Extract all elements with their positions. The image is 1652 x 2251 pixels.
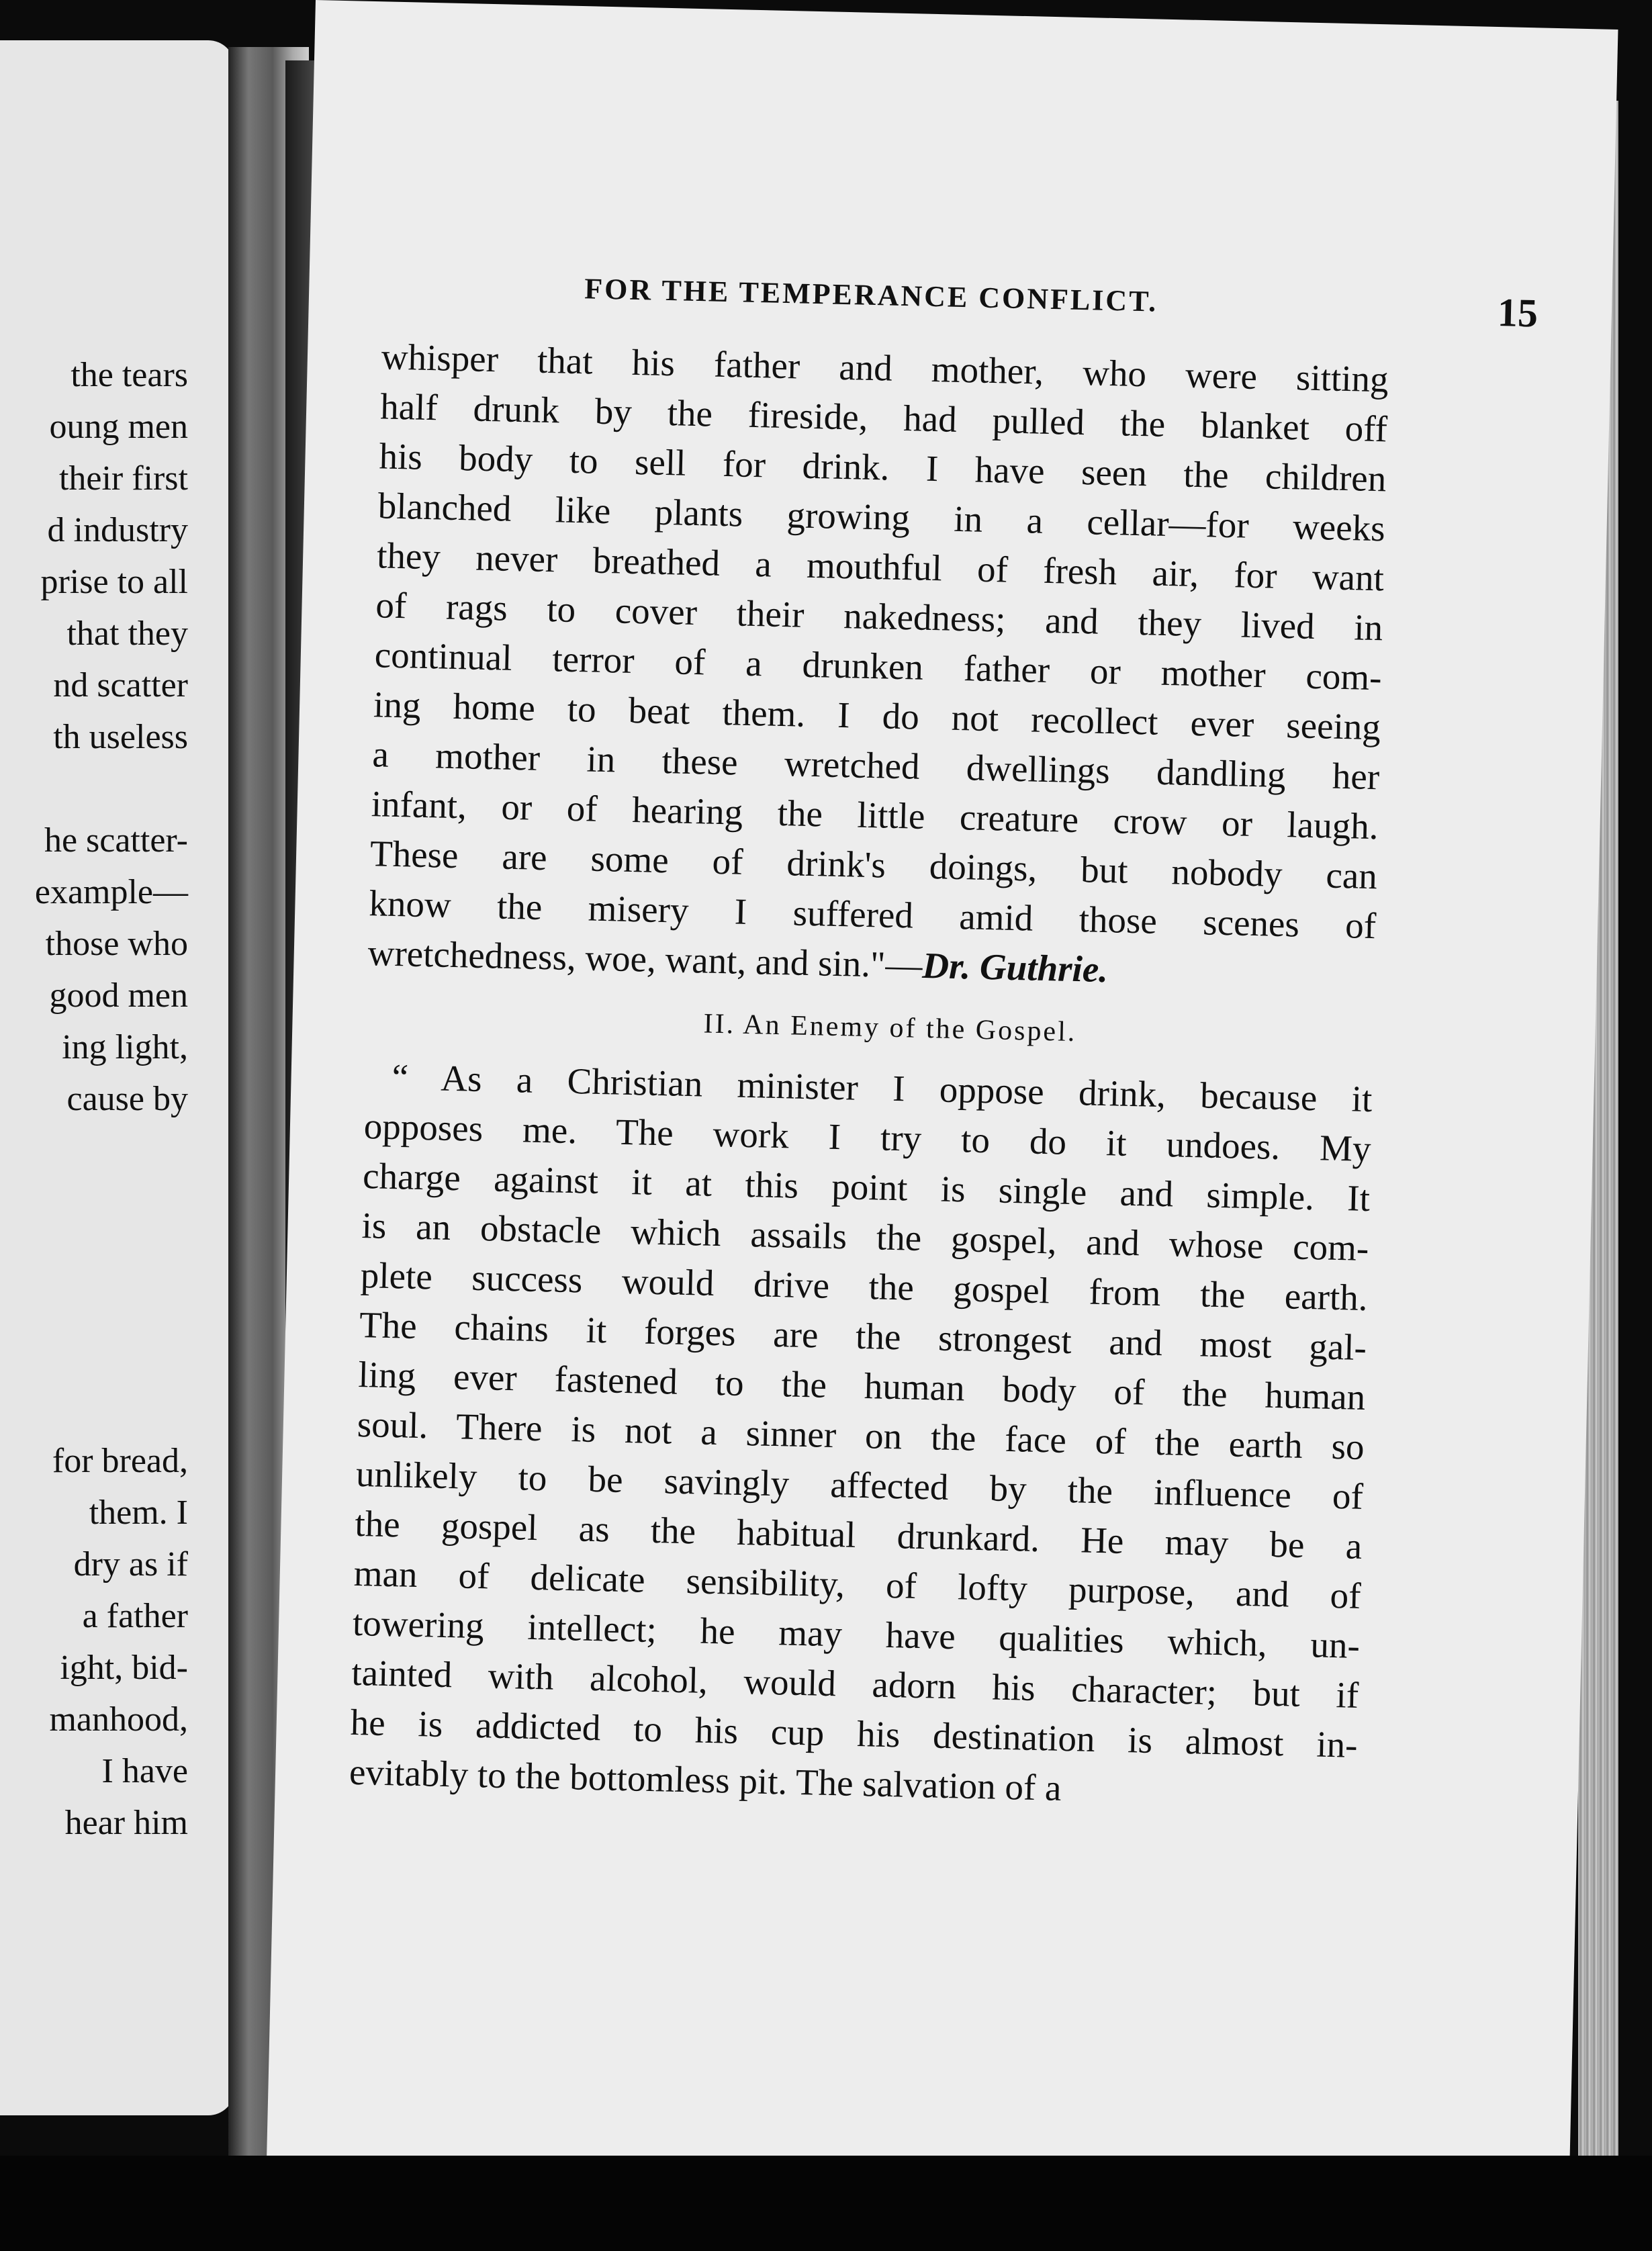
text-line: blanched like plants growing in a cellar—for weeks bbox=[377, 485, 1386, 549]
left-page-line bbox=[0, 1332, 188, 1383]
left-page-line: I have bbox=[101, 1752, 188, 1790]
left-page-line: that they bbox=[66, 614, 188, 653]
left-page-line: oung men bbox=[49, 408, 188, 446]
body-text bbox=[349, 332, 1389, 1819]
left-page-line: for bread, bbox=[52, 1442, 188, 1480]
left-page-line: the tears bbox=[71, 356, 188, 394]
left-page-line bbox=[0, 1177, 188, 1228]
left-page-line bbox=[0, 763, 188, 815]
paragraph-1-last-text: wretchedness, woe, want, and sin."— bbox=[367, 932, 923, 986]
text-line: The chains it forges are the strongest and most gal- bbox=[359, 1303, 1367, 1369]
text-line: of rags to cover their nakedness; and they lived in bbox=[375, 584, 1383, 649]
text-line: unlikely to be savingly affected by the influence of bbox=[355, 1453, 1364, 1517]
paragraph-1 bbox=[369, 332, 1389, 951]
left-page-line: those who bbox=[45, 925, 188, 963]
text-line: he is addicted to his cup his destination is almost in- bbox=[350, 1701, 1359, 1765]
left-page-line: them. I bbox=[89, 1494, 188, 1532]
text-line: tainted with alcohol, would adorn his character; but if bbox=[351, 1651, 1359, 1716]
left-page-line: ight, bid- bbox=[60, 1649, 188, 1687]
left-page-line bbox=[0, 1228, 188, 1280]
text-line: “ As a Christian minister I oppose drink, because it bbox=[391, 1056, 1373, 1120]
text-line: infant, or of hearing the little creature crow or laugh. bbox=[371, 783, 1379, 847]
left-page-line: dry as if bbox=[73, 1545, 188, 1583]
left-page-line: good men bbox=[49, 976, 188, 1015]
text-line: plete success would drive the gospel from the earth. bbox=[360, 1254, 1369, 1319]
left-page-fragment bbox=[0, 40, 235, 2115]
left-page-line: hear him bbox=[64, 1804, 188, 1842]
text-line: half drunk by the fireside, had pulled the blanket off bbox=[379, 385, 1388, 450]
text-line: his body to sell for drink. I have seen the children bbox=[378, 435, 1387, 500]
text-line: evitably to the bottomless pit. The salvation of a bbox=[349, 1751, 1062, 1808]
text-line: ing home to beat them. I do not recollect ever seeing bbox=[373, 684, 1381, 748]
left-page-line: manhood, bbox=[49, 1700, 188, 1739]
left-page-line: a father bbox=[82, 1597, 188, 1635]
paragraph-2 bbox=[349, 1052, 1373, 1820]
left-page-line: prise to all bbox=[40, 563, 188, 601]
page-number: 15 bbox=[1497, 290, 1539, 336]
left-page-line: example— bbox=[34, 873, 188, 911]
left-page-line: he scatter- bbox=[44, 821, 188, 860]
left-page-line: cause by bbox=[66, 1080, 188, 1118]
left-page-line bbox=[0, 1125, 188, 1177]
text-line: whisper that his father and mother, who were sitting bbox=[381, 336, 1389, 400]
text-line: a mother in these wretched dwellings dandling her bbox=[371, 733, 1380, 798]
section-heading: II. An Enemy of the Gospel. bbox=[703, 1008, 1077, 1048]
left-page-line: th useless bbox=[53, 718, 188, 756]
text-line: These are some of drink's doings, but nobody can bbox=[369, 833, 1378, 897]
bottom-shadow bbox=[0, 2156, 1652, 2251]
text-line: they never breathed a mouthful of fresh air, for want bbox=[376, 535, 1385, 599]
left-page-line: nd scatter bbox=[53, 666, 188, 704]
text-line: opposes me. The work I try to do it undoes. My bbox=[363, 1105, 1372, 1170]
text-line: know the misery I suffered amid those scenes of bbox=[368, 882, 1377, 947]
text-line: continual terror of a drunken father or mother com- bbox=[374, 634, 1383, 698]
text-line: towering intellect; he may have qualities which, un- bbox=[352, 1602, 1361, 1666]
left-page-line bbox=[0, 1280, 188, 1332]
main-page bbox=[266, 0, 1618, 2232]
text-line: ling ever fastened to the human body of the human bbox=[357, 1353, 1366, 1418]
left-page-text bbox=[0, 349, 188, 1849]
left-page-line bbox=[0, 1383, 188, 1435]
left-page-line: d industry bbox=[47, 511, 188, 549]
left-page-line: their first bbox=[58, 459, 188, 498]
running-head-title: FOR THE TEMPERANCE CONFLICT. bbox=[584, 272, 1158, 318]
running-head bbox=[584, 271, 1539, 336]
text-line: charge against it at this point is single and simple. It bbox=[362, 1155, 1371, 1220]
text-line: is an obstacle which assails the gospel, and whose com- bbox=[361, 1205, 1369, 1269]
left-page-line: ing light, bbox=[62, 1028, 188, 1066]
text-line: the gospel as the habitual drunkard. He may be a bbox=[354, 1502, 1363, 1567]
text-line: man of delicate sensibility, of lofty purpose, and of bbox=[353, 1552, 1362, 1616]
attribution: Dr. Guthrie. bbox=[921, 944, 1109, 991]
text-line: soul. There is not a sinner on the face of the earth so bbox=[357, 1403, 1365, 1467]
